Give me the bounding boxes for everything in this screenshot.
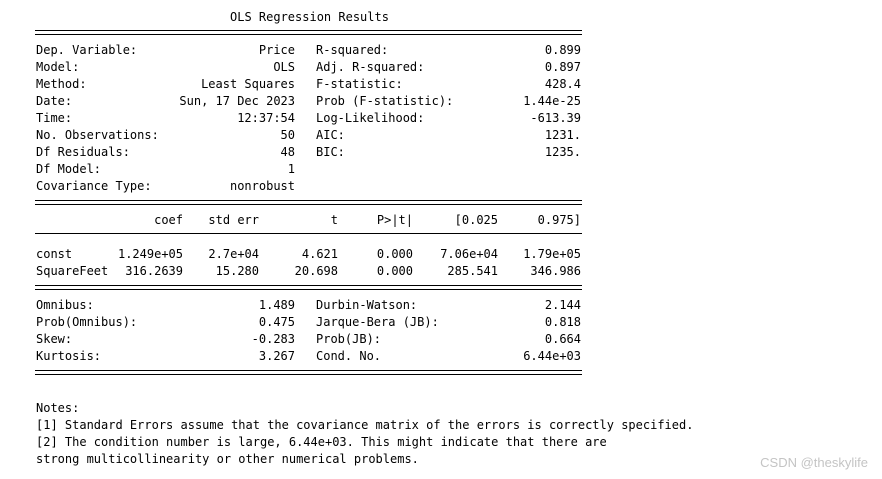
- summary-right-value: 428.4: [544, 77, 581, 91]
- summary-left-label: Df Residuals:: [36, 145, 130, 159]
- coef-term: const: [36, 247, 73, 261]
- diag-right-label: Prob(JB):: [316, 332, 382, 346]
- summary-right-label: F-statistic:: [316, 77, 403, 91]
- note-line: strong multicollinearity or other numerical problems.: [36, 452, 419, 466]
- rule-top-2: [35, 34, 582, 35]
- summary-left-value: Sun, 17 Dec 2023: [179, 94, 295, 108]
- rule-bottom-2: [35, 374, 582, 375]
- summary-right-value: 0.897: [544, 60, 581, 74]
- summary-left-label: Df Model:: [36, 162, 102, 176]
- rule-bottom-1: [35, 370, 582, 371]
- summary-left-label: Time:: [36, 111, 73, 125]
- diag-left-value: 3.267: [258, 349, 295, 363]
- coef-header-ci-low: [0.025: [454, 213, 498, 227]
- diag-right-label: Durbin-Watson:: [316, 298, 418, 312]
- diag-right-label: Cond. No.: [316, 349, 382, 363]
- coef-t-value: 4.621: [301, 247, 338, 261]
- coef-term: SquareFeet: [36, 264, 109, 278]
- coef-ci-low: 7.06e+04: [440, 247, 498, 261]
- coef-t-value: 20.698: [294, 264, 338, 278]
- coef-header-ci-high: 0.975]: [537, 213, 581, 227]
- rule-coef-1: [35, 200, 582, 201]
- diag-right-value: 2.144: [544, 298, 581, 312]
- summary-left-label: Date:: [36, 94, 73, 108]
- diag-right-value: 6.44e+03: [523, 349, 581, 363]
- summary-right-value: 1235.: [544, 145, 581, 159]
- summary-left-value: 48: [280, 145, 295, 159]
- summary-left-value: Least Squares: [201, 77, 295, 91]
- coef-ci-high: 346.986: [530, 264, 581, 278]
- coef-p-value: 0.000: [376, 247, 413, 261]
- summary-left-value: 1: [287, 162, 295, 176]
- summary-left-value: Price: [258, 43, 295, 57]
- diag-left-label: Skew:: [36, 332, 73, 346]
- coef-std-err: 2.7e+04: [208, 247, 259, 261]
- summary-left-label: Covariance Type:: [36, 179, 152, 193]
- coef-ci-high: 1.79e+05: [523, 247, 581, 261]
- watermark: CSDN @theskylife: [760, 455, 868, 470]
- summary-left-value: OLS: [273, 60, 295, 74]
- coef-p-value: 0.000: [376, 264, 413, 278]
- summary-left-label: No. Observations:: [36, 128, 159, 142]
- coef-header-std-err: std err: [208, 213, 259, 227]
- summary-right-label: Log-Likelihood:: [316, 111, 425, 125]
- summary-right-value: 0.899: [544, 43, 581, 57]
- summary-left-label: Dep. Variable:: [36, 43, 138, 57]
- summary-right-label: AIC:: [316, 128, 345, 142]
- summary-right-label: BIC:: [316, 145, 345, 159]
- rule-coef-2: [35, 204, 582, 205]
- summary-right-value: 1231.: [544, 128, 581, 142]
- coef-header-p: P>|t|: [376, 213, 413, 227]
- coef-value: 316.2639: [125, 264, 183, 278]
- diag-left-label: Prob(Omnibus):: [36, 315, 138, 329]
- summary-right-label: Prob (F-statistic):: [316, 94, 454, 108]
- rule-top-1: [35, 30, 582, 31]
- note-line: [1] Standard Errors assume that the covariance matrix of the errors is correctly specified.: [36, 418, 694, 432]
- coef-value: 1.249e+05: [117, 247, 183, 261]
- summary-left-value: 12:37:54: [237, 111, 295, 125]
- summary-right-value: 1.44e-25: [523, 94, 581, 108]
- coef-header-coef: coef: [154, 213, 183, 227]
- diag-left-label: Kurtosis:: [36, 349, 102, 363]
- diag-right-value: 0.664: [544, 332, 581, 346]
- summary-right-value: -613.39: [530, 111, 581, 125]
- summary-right-label: R-squared:: [316, 43, 389, 57]
- diag-left-value: 0.475: [258, 315, 295, 329]
- diag-right-label: Jarque-Bera (JB):: [316, 315, 439, 329]
- rule-coef-header: [35, 233, 582, 234]
- summary-left-label: Model:: [36, 60, 80, 74]
- report-title: OLS Regression Results: [230, 10, 389, 24]
- summary-left-value: 50: [280, 128, 295, 142]
- summary-right-label: Adj. R-squared:: [316, 60, 425, 74]
- notes-heading: Notes:: [36, 401, 80, 415]
- diag-left-label: Omnibus:: [36, 298, 94, 312]
- diag-left-value: -0.283: [251, 332, 295, 346]
- rule-diag-2: [35, 289, 582, 290]
- coef-ci-low: 285.541: [447, 264, 498, 278]
- diag-right-value: 0.818: [544, 315, 581, 329]
- summary-left-value: nonrobust: [229, 179, 295, 193]
- summary-left-label: Method:: [36, 77, 87, 91]
- note-line: [2] The condition number is large, 6.44e+03. This might indicate that there are: [36, 435, 607, 449]
- diag-left-value: 1.489: [258, 298, 295, 312]
- rule-diag-1: [35, 285, 582, 286]
- coef-header-t: t: [330, 213, 338, 227]
- coef-std-err: 15.280: [215, 264, 259, 278]
